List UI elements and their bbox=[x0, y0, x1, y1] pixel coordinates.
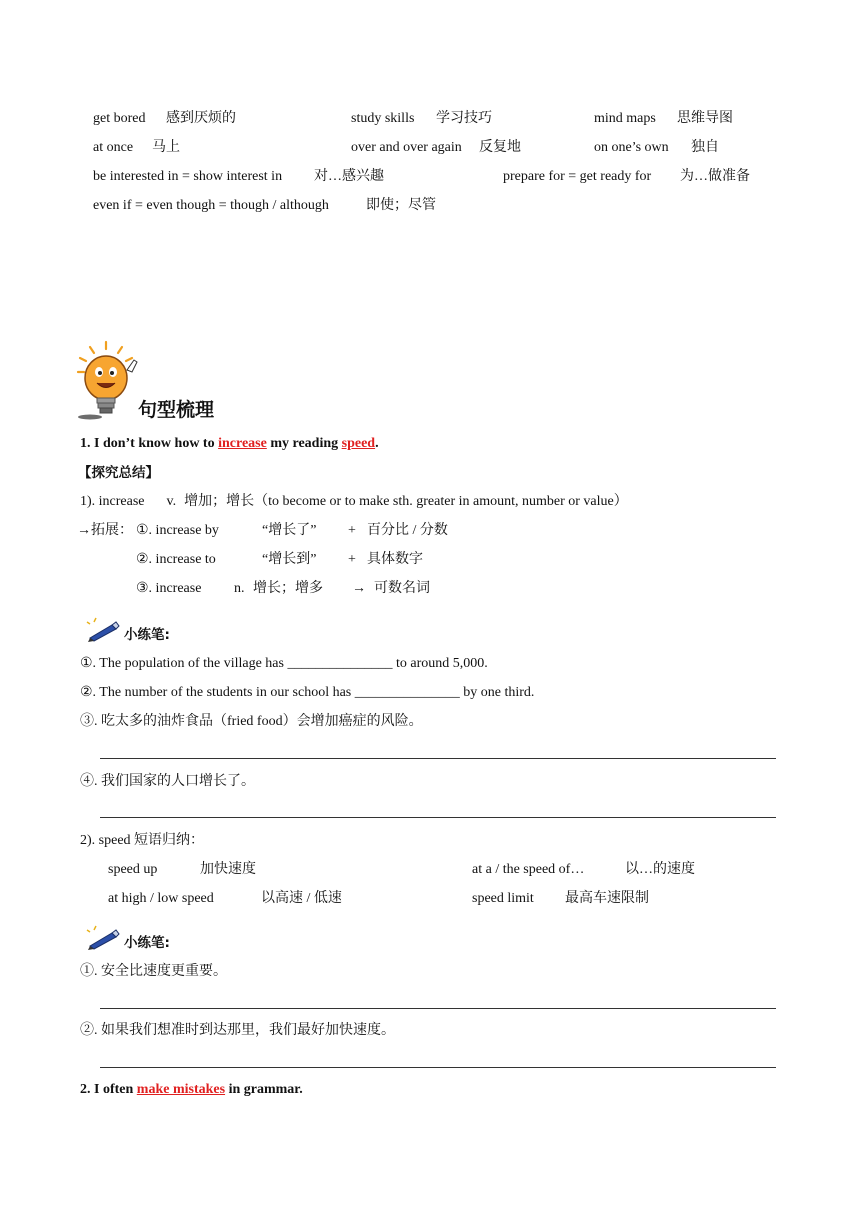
phrase-study-skills-cn: 学习技巧 bbox=[436, 111, 492, 126]
phrase-over-and-over-cn: 反复地 bbox=[479, 140, 521, 155]
pen-icon bbox=[86, 616, 122, 642]
phrase-at-once-cn: 马上 bbox=[152, 140, 180, 155]
high-low-speed-cn: 以高速 / 低速 bbox=[261, 891, 342, 906]
speed-of: at a / the speed of… bbox=[472, 862, 585, 877]
phrase-study-skills: study skills bbox=[351, 111, 415, 126]
practice-label-1: 小练笔: bbox=[124, 627, 170, 643]
answer-line[interactable] bbox=[100, 817, 776, 818]
exercise-2-1: ①. 安全比速度更重要。 bbox=[80, 964, 227, 979]
sentence-1-start: 1. I don’t know how to bbox=[80, 436, 219, 451]
exercise-1-2: ②. The number of the students in our school has _______________ by one third. bbox=[80, 685, 535, 700]
sentence-2-start: 2. I often bbox=[80, 1082, 137, 1097]
speed-heading: 2). speed 短语归纳： bbox=[80, 833, 205, 848]
ext3-note: 可数名词 bbox=[374, 581, 430, 596]
increase-head: 1). increase bbox=[80, 494, 145, 509]
phrase-over-and-over: over and over again bbox=[351, 140, 462, 155]
phrase-on-ones-own: on one’s own bbox=[594, 140, 669, 155]
speed-up: speed up bbox=[108, 862, 158, 877]
phrase-even-if: even if = even though = though / although bbox=[93, 198, 329, 213]
phrase-get-bored-cn: 感到厌烦的 bbox=[166, 111, 236, 126]
increase-def-cn: 增加；增长（to become or to make sth. greater in amount, number or value） bbox=[184, 494, 628, 509]
speed-limit: speed limit bbox=[472, 891, 534, 906]
ext1-meaning: “增长了” bbox=[262, 523, 317, 538]
pen-icon bbox=[86, 924, 122, 950]
ext2-term: ②. increase to bbox=[136, 552, 216, 567]
increase-definition bbox=[80, 493, 628, 511]
ext2-meaning: “增长到” bbox=[262, 552, 317, 567]
speed-limit-cn: 最高车速限制 bbox=[565, 891, 649, 906]
ext1-term: ①. increase by bbox=[136, 523, 219, 538]
exercise-2-2: ②. 如果我们想准时到达那里，我们最好加快速度。 bbox=[80, 1023, 395, 1038]
ext3-pos: n. bbox=[234, 581, 245, 596]
practice-label-2: 小练笔: bbox=[124, 935, 170, 951]
sentence-1-end: . bbox=[375, 436, 379, 451]
ext3-meaning: 增长；增多 bbox=[253, 581, 323, 596]
exercise-1-4: ④. 我们国家的人口增长了。 bbox=[80, 774, 255, 789]
summary-heading: 【探究总结】 bbox=[78, 465, 159, 481]
speed-of-cn: 以…的速度 bbox=[625, 862, 695, 877]
ext1-plus: + bbox=[348, 523, 356, 538]
answer-line[interactable] bbox=[100, 1067, 776, 1068]
ext3-arrow: → bbox=[352, 581, 366, 596]
phrase-even-if-cn: 即使；尽管 bbox=[366, 198, 436, 213]
phrase-mind-maps: mind maps bbox=[594, 111, 656, 126]
ext2-plus: + bbox=[348, 552, 356, 567]
sentence-1 bbox=[80, 435, 379, 453]
phrase-prepare-for-cn: 为…做准备 bbox=[680, 169, 750, 184]
sentence-2-end: in grammar. bbox=[225, 1082, 303, 1097]
answer-line[interactable] bbox=[100, 1008, 776, 1009]
ext3-term: ③. increase bbox=[136, 581, 202, 596]
sentence-2 bbox=[80, 1081, 303, 1099]
keyword-make-mistakes: make mistakes bbox=[136, 1082, 226, 1097]
ext2-note: 具体数字 bbox=[367, 552, 423, 567]
section-title: 句型梳理 bbox=[138, 399, 215, 421]
sentence-1-mid: my reading bbox=[266, 436, 342, 451]
speed-up-cn: 加快速度 bbox=[200, 862, 256, 877]
exercise-1-1: ①. The population of the village has _______________ to around 5,000. bbox=[80, 656, 488, 671]
answer-line[interactable] bbox=[100, 758, 776, 759]
ext1-note: 百分比 / 分数 bbox=[367, 523, 448, 538]
phrase-get-bored: get bored bbox=[93, 111, 146, 126]
lightbulb-mascot-icon bbox=[76, 340, 142, 420]
keyword-increase: increase bbox=[218, 436, 267, 451]
extension-label: →拓展： bbox=[77, 523, 133, 538]
exercise-1-3: ③. 吃太多的油炸食品（fried food）会增加癌症的风险。 bbox=[80, 714, 423, 729]
phrase-prepare-for: prepare for = get ready for bbox=[503, 169, 652, 184]
phrase-interested-in: be interested in = show interest in bbox=[93, 169, 283, 184]
high-low-speed: at high / low speed bbox=[108, 891, 214, 906]
phrase-at-once: at once bbox=[93, 140, 134, 155]
phrase-on-ones-own-cn: 独自 bbox=[691, 140, 719, 155]
increase-pos: v. bbox=[166, 494, 177, 509]
phrase-interested-in-cn: 对…感兴趣 bbox=[314, 169, 384, 184]
phrase-mind-maps-cn: 思维导图 bbox=[677, 111, 733, 126]
keyword-speed: speed bbox=[341, 436, 376, 451]
